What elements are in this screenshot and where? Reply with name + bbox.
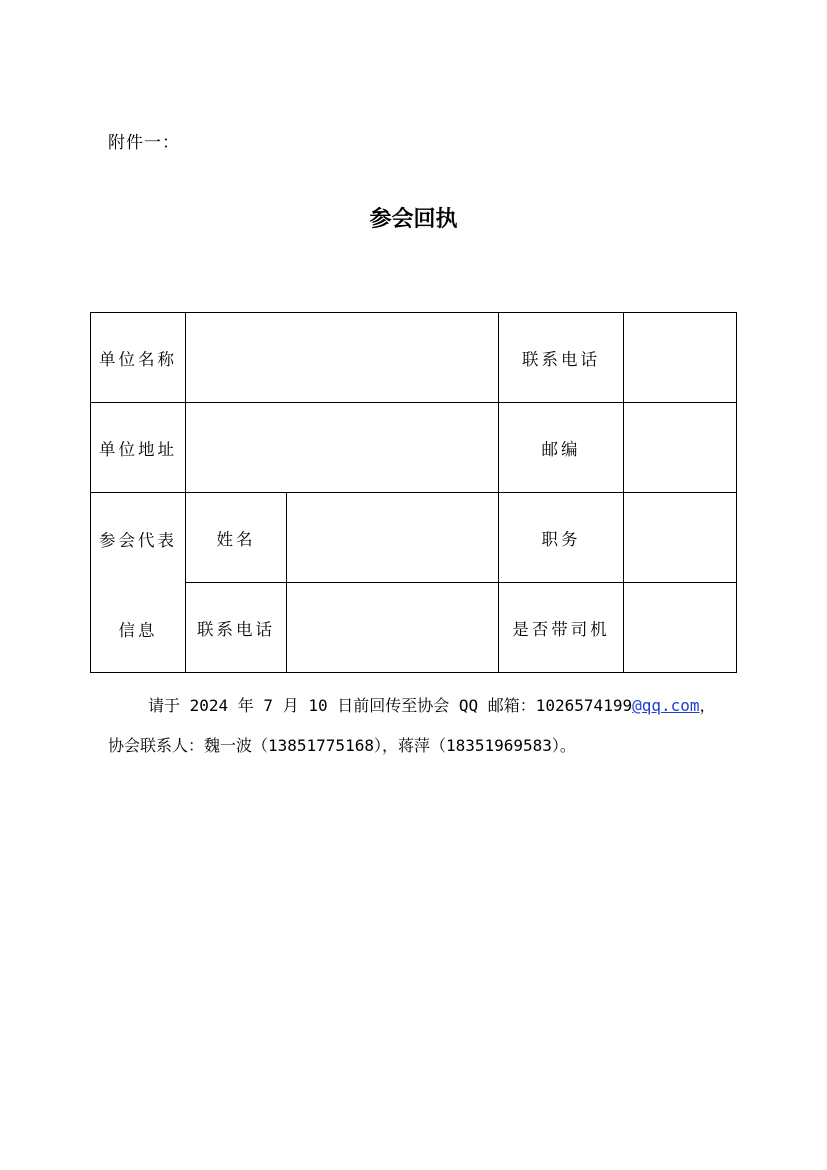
notice-line1 — [108, 686, 748, 726]
notice-line1-prefix: 请于 2024 年 7 月 10 日前回传至协会 QQ 邮箱：1026574199 — [148, 696, 633, 715]
contact-phone-label: 联系电话 — [499, 313, 624, 403]
reply-form-table — [90, 312, 737, 673]
position-field[interactable] — [624, 493, 737, 583]
contact-phone-field[interactable] — [624, 313, 737, 403]
driver-field[interactable] — [624, 583, 737, 673]
position-label: 职务 — [499, 493, 624, 583]
notice-paragraph — [108, 686, 748, 766]
postcode-field[interactable] — [624, 403, 737, 493]
attachment-label: 附件一： — [108, 133, 180, 153]
rep-info-label-cell — [91, 493, 186, 673]
name-field[interactable] — [287, 493, 499, 583]
table-row — [91, 583, 737, 673]
unit-address-label: 单位地址 — [91, 403, 186, 493]
name-label: 姓名 — [186, 493, 287, 583]
rep-phone-field[interactable] — [287, 583, 499, 673]
rep-phone-label: 联系电话 — [186, 583, 287, 673]
table-row — [91, 493, 737, 583]
email-link[interactable]: @qq.com — [632, 696, 700, 715]
driver-label: 是否带司机 — [499, 583, 624, 673]
notice-line1-suffix: ， — [699, 696, 716, 715]
table-row — [91, 403, 737, 493]
postcode-label: 邮编 — [499, 403, 624, 493]
unit-name-label: 单位名称 — [91, 313, 186, 403]
notice-line2: 协会联系人：魏一波（13851775168），蒋萍（18351969583）。 — [108, 736, 576, 755]
unit-name-field[interactable] — [186, 313, 499, 403]
unit-address-field[interactable] — [186, 403, 499, 493]
table-row — [91, 313, 737, 403]
page-title: 参会回执 — [369, 207, 458, 232]
rep-info-label-line2: 信息 — [118, 621, 158, 640]
rep-info-label-line1: 参会代表 — [99, 531, 177, 550]
